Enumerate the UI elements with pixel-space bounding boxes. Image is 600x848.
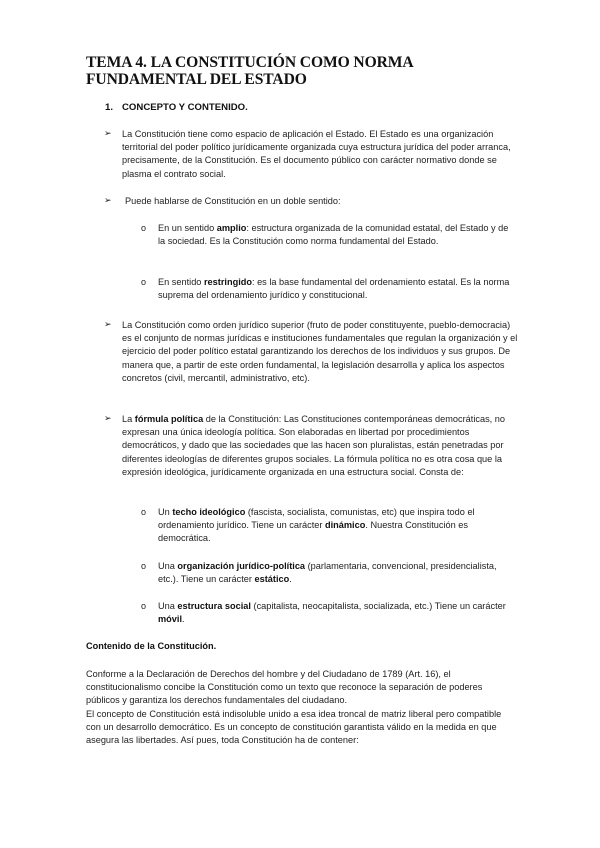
sub-bullet-paragraph: Una estructura social (capitalista, neocapitalista, socializada, etc.) Tiene un carácter móvil. [158,601,506,625]
page-title: TEMA 4. LA CONSTITUCIÓN COMO NORMA FUNDAMENTAL DEL ESTADO [86,54,413,88]
arrow-bullet-icon: ➢ [104,196,112,206]
sub-bullet-paragraph: Una organización jurídico-política (parlamentaria, convencional, presidencialista, etc.). Tiene un carácter estático. [158,561,497,585]
sub-bullet-paragraph: En un sentido amplio: estructura organizada de la comunidad estatal, del Estado y de la sociedad. Es la Constitución como norma fundamental del Estado. [158,223,509,247]
circle-bullet-icon: o [141,601,147,611]
circle-bullet-icon: o [141,277,147,287]
body-paragraph: El concepto de Constitución está indisoluble unido a esa idea troncal de matriz liberal pero compatible con un desarrollo democrático. Es un concepto de constitución garantista válido en la medida en que asegura las libertades. Así pues, toda Constitución ha de contener: [86,709,502,746]
bullet-paragraph: La Constitución tiene como espacio de aplicación el Estado. El Estado es una organización territorial del poder político jurídicamente organizada cuya estructura jurídica del poder arranca, precisamente, de la Constitución. Es el documento público con carácter normativo donde se plasma el contrato social. [122,129,511,179]
circle-bullet-icon: o [141,223,147,233]
arrow-bullet-icon: ➢ [104,129,112,139]
sub-bullet-paragraph: Un techo ideológico (fascista, socialista, comunistas, etc) que inspira todo el ordenamiento jurídico. Tiene un carácter dinámico. Nuestra Constitución es democrática. [158,507,475,544]
circle-bullet-icon: o [141,561,147,571]
bullet-paragraph: La Constitución como orden jurídico superior (fruto de poder constituyente, pueblo-democracia) es el conjunto de normas jurídicas e instituciones fundamentales que regulan la organización y el ejercicio del poder político estatal garantizando los derechos de los individuos y sus grupos. De manera que, a partir de este orden fundamental, la legislación desarrolla y aplica los aspectos concretos (civil, mercantil, administrativo, etc). [122,320,518,383]
section-heading [105,102,248,113]
section-number: 1. [105,102,114,113]
subheading: Contenido de la Constitución. [86,641,217,651]
bullet-paragraph: La fórmula política de la Constitución: Las Constituciones contemporáneas democráticas, no expresan una única ideología política. Son elaboradas en libertad por procedimientos democráticos, y dado que las sociedades que las hacen son pluralistas, están penetradas por diferentes ideologías de diferentes grupos sociales. La fórmula política no es otra cosa que la expresión ideológica, jurídicamente organizada en una estructura social. Consta de: [122,414,506,477]
sub-bullet-paragraph: En sentido restringido: es la base fundamental del ordenamiento estatal. Es la norma suprema del ordenamiento jurídico y constitucional. [158,277,510,301]
arrow-bullet-icon: ➢ [104,320,112,330]
section-label: CONCEPTO Y CONTENIDO. [122,102,248,113]
body-paragraph: Conforme a la Declaración de Derechos del hombre y del Ciudadano de 1789 (Art. 16), el constitucionalismo concibe la Constitución como un texto que reconoce la separación de poderes públicos y garantiza los derechos fundamentales del ciudadano. [86,669,483,706]
arrow-bullet-icon: ➢ [104,414,112,424]
bullet-paragraph: Puede hablarse de Constitución en un doble sentido: [125,196,341,206]
circle-bullet-icon: o [141,507,147,517]
